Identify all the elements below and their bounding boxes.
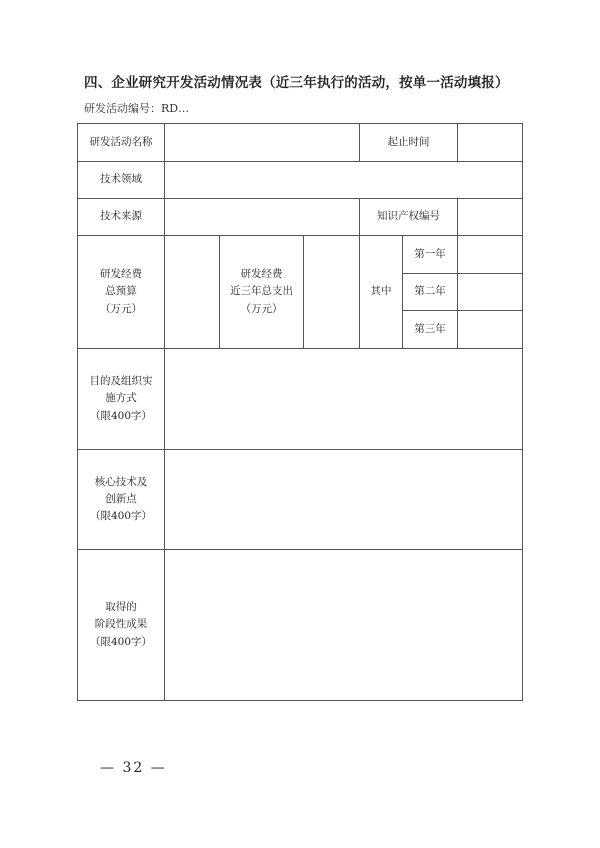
year-2-field[interactable] [458, 274, 523, 311]
total-budget-field[interactable] [165, 236, 220, 349]
core-tech-field[interactable] [165, 450, 523, 550]
year-2-label: 第二年 [403, 274, 458, 311]
total-budget-label-line: （万元） [100, 302, 142, 315]
form-title: 四、企业研究开发活动情况表（近三年执行的活动，按单一活动填报） [84, 75, 509, 91]
activity-name-label: 研发活动名称 [78, 124, 165, 162]
row-purpose [78, 349, 523, 450]
row-results [78, 550, 523, 701]
year-1-field[interactable] [458, 236, 523, 274]
purpose-label-line: （限400字） [89, 409, 153, 422]
results-label-line: 阶段性成果 [94, 618, 148, 631]
core-tech-label [78, 450, 165, 550]
purpose-label [78, 349, 165, 450]
row-core-tech [78, 450, 523, 550]
results-label [78, 550, 165, 701]
total-expense-field[interactable] [304, 236, 360, 349]
total-expense-label-line: （万元） [240, 302, 283, 315]
activity-name-field[interactable] [165, 124, 360, 162]
start-end-time-field[interactable] [458, 124, 523, 162]
purpose-label-line: 施方式 [105, 392, 137, 405]
tech-source-field[interactable] [165, 199, 360, 236]
page-number: — 32 — [100, 760, 167, 776]
purpose-field[interactable] [165, 349, 523, 450]
start-end-time-label: 起止时间 [360, 124, 458, 162]
ip-number-label: 知识产权编号 [360, 199, 458, 236]
total-budget-label [78, 236, 165, 349]
tech-field-label: 技术领域 [78, 162, 165, 199]
results-label-line: 取得的 [105, 601, 137, 614]
tech-field-field[interactable] [165, 162, 523, 199]
total-budget-label-line: 研发经费 [100, 268, 142, 281]
core-tech-label-line: 核心技术及 [94, 475, 148, 488]
results-field[interactable] [165, 550, 523, 701]
core-tech-label-line: （限400字） [89, 510, 153, 523]
tech-source-label: 技术来源 [78, 199, 165, 236]
row-tech-field [78, 162, 523, 199]
total-expense-label-line: 研发经费 [240, 268, 283, 281]
year-3-field[interactable] [458, 311, 523, 349]
of-which-label: 其中 [360, 236, 403, 349]
year-3-label: 第三年 [403, 311, 458, 349]
total-budget-label-line: 总预算 [105, 285, 137, 298]
total-expense-label-line: 近三年总支出 [230, 285, 293, 298]
rd-activity-table [77, 123, 523, 701]
core-tech-label-line: 创新点 [105, 492, 137, 505]
activity-code-label: 研发活动编号：RD… [84, 102, 190, 115]
purpose-label-line: 目的及组织实 [89, 375, 153, 388]
row-activity-name [78, 124, 523, 162]
row-tech-source [78, 199, 523, 236]
total-expense-label [220, 236, 304, 349]
year-1-label: 第一年 [403, 236, 458, 274]
results-label-line: （限400字） [89, 635, 153, 648]
row-budget-year-1 [78, 236, 523, 274]
ip-number-field[interactable] [458, 199, 523, 236]
